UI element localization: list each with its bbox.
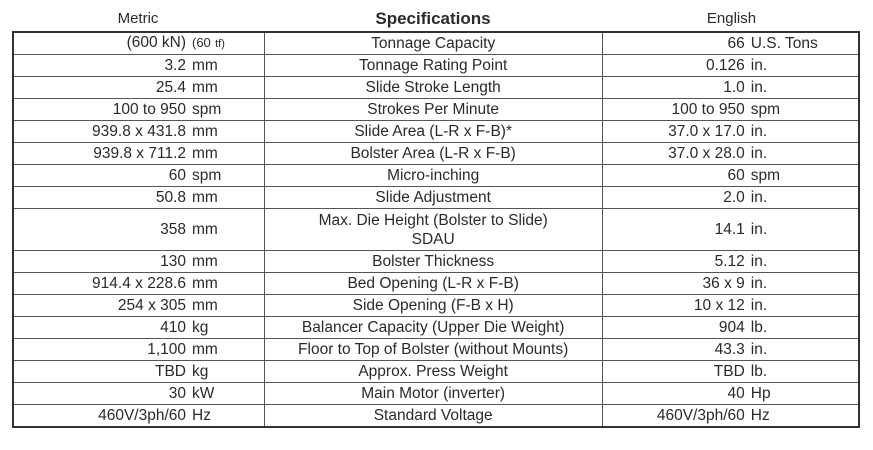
metric-value: 100 to 950	[112, 101, 186, 118]
metric-cell	[13, 77, 264, 99]
english-unit: in.	[750, 253, 768, 270]
metric-value: 939.8 x 431.8	[92, 123, 186, 140]
english-unit: in.	[750, 297, 768, 314]
english-unit: Hz	[750, 407, 770, 424]
table-row	[13, 187, 859, 209]
spec-cell: Standard Voltage	[264, 405, 602, 428]
spec-cell: Bolster Thickness	[264, 251, 602, 273]
metric-value: 60	[168, 167, 186, 184]
table-row	[13, 251, 859, 273]
metric-cell	[13, 143, 264, 165]
english-unit: in.	[750, 145, 768, 162]
metric-header: Metric	[117, 10, 159, 27]
metric-unit: mm	[192, 145, 218, 162]
metric-unit: kg	[192, 319, 209, 336]
metric-unit: mm	[192, 189, 218, 206]
english-value: 904	[718, 319, 745, 336]
english-value: 40	[727, 385, 745, 402]
english-unit: in.	[750, 341, 768, 358]
english-value: 36 x 9	[702, 275, 745, 292]
spec-cell: Slide Adjustment	[264, 187, 602, 209]
english-cell	[602, 143, 859, 165]
metric-cell	[13, 317, 264, 339]
spec-cell	[264, 209, 602, 251]
spec-line-2: SDAU	[411, 230, 455, 248]
metric-unit: mm	[192, 297, 218, 314]
spec-cell: Tonnage Rating Point	[264, 55, 602, 77]
metric-cell	[13, 209, 264, 251]
metric-value: 410	[160, 319, 186, 336]
english-value: 5.12	[714, 253, 745, 270]
metric-unit: mm	[192, 57, 218, 74]
table-row	[13, 339, 859, 361]
metric-value: 130	[160, 253, 186, 270]
table-row	[13, 383, 859, 405]
english-unit: spm	[750, 101, 781, 118]
english-value: 0.126	[705, 57, 745, 74]
english-unit: in.	[750, 221, 768, 238]
english-cell	[602, 209, 859, 251]
spec-cell: Side Opening (F-B x H)	[264, 295, 602, 317]
english-unit: U.S. Tons	[750, 35, 818, 52]
english-value: 37.0 x 17.0	[668, 123, 745, 140]
metric-unit: mm	[192, 79, 218, 96]
column-headers	[13, 8, 860, 30]
metric-value: 460V/3ph/60	[98, 407, 186, 424]
english-cell	[602, 251, 859, 273]
english-unit: lb.	[750, 319, 768, 336]
english-unit: spm	[750, 167, 781, 184]
table-row	[13, 405, 859, 428]
english-value: 2.0	[723, 189, 745, 206]
english-cell	[602, 77, 859, 99]
table-row	[13, 209, 859, 251]
english-cell	[602, 361, 859, 383]
metric-cell	[13, 99, 264, 121]
english-cell	[602, 295, 859, 317]
english-cell	[602, 99, 859, 121]
table-row	[13, 55, 859, 77]
english-cell	[602, 273, 859, 295]
metric-unit: (60	[192, 35, 211, 50]
spec-cell: Slide Stroke Length	[264, 77, 602, 99]
english-cell	[602, 405, 859, 428]
english-cell	[602, 32, 859, 55]
english-value: 43.3	[714, 341, 745, 358]
spec-cell: Slide Area (L-R x F-B)*	[264, 121, 602, 143]
metric-cell	[13, 121, 264, 143]
spec-cell: Bed Opening (L-R x F-B)	[264, 273, 602, 295]
english-unit: in.	[750, 57, 768, 74]
table-row	[13, 361, 859, 383]
metric-value: 50.8	[155, 189, 186, 206]
english-cell	[602, 121, 859, 143]
english-cell	[602, 339, 859, 361]
metric-unit: Hz	[192, 407, 211, 424]
english-cell	[602, 317, 859, 339]
spec-cell: Tonnage Capacity	[264, 32, 602, 55]
metric-cell	[13, 251, 264, 273]
english-unit: Hp	[750, 385, 771, 402]
metric-unit: kW	[192, 385, 215, 402]
english-cell	[602, 383, 859, 405]
spec-cell: Floor to Top of Bolster (without Mounts)	[264, 339, 602, 361]
table-row	[13, 273, 859, 295]
table-row	[13, 121, 859, 143]
metric-cell	[13, 383, 264, 405]
metric-unit: mm	[192, 341, 218, 358]
table-row	[13, 295, 859, 317]
spec-cell: Micro-inching	[264, 165, 602, 187]
specifications-header: Specifications	[375, 9, 491, 28]
metric-value: 3.2	[164, 57, 186, 74]
english-cell	[602, 165, 859, 187]
english-cell	[602, 55, 859, 77]
metric-unit: mm	[192, 123, 218, 140]
metric-value: 254 x 305	[117, 297, 186, 314]
metric-cell	[13, 32, 264, 55]
metric-cell	[13, 165, 264, 187]
metric-cell	[13, 405, 264, 428]
metric-cell	[13, 339, 264, 361]
metric-unit: spm	[192, 167, 222, 184]
specifications-table	[12, 31, 860, 428]
english-value: 60	[727, 167, 745, 184]
english-unit: in.	[750, 189, 768, 206]
english-unit: in.	[750, 123, 768, 140]
english-value: 37.0 x 28.0	[668, 145, 745, 162]
english-header: English	[706, 10, 757, 27]
metric-value: 25.4	[155, 79, 186, 96]
metric-unit: mm	[192, 253, 218, 270]
english-cell	[602, 187, 859, 209]
metric-cell	[13, 187, 264, 209]
metric-cell	[13, 273, 264, 295]
metric-cell	[13, 361, 264, 383]
metric-unit: mm	[192, 221, 218, 238]
table-row	[13, 32, 859, 55]
metric-value: 939.8 x 711.2	[93, 145, 186, 162]
spec-cell: Main Motor (inverter)	[264, 383, 602, 405]
spec-cell: Bolster Area (L-R x F-B)	[264, 143, 602, 165]
metric-unit: kg	[192, 363, 209, 380]
metric-value: (600 kN)	[126, 34, 186, 51]
metric-unit: mm	[192, 275, 218, 292]
table-row	[13, 99, 859, 121]
english-unit: in.	[750, 275, 768, 292]
metric-unit-suffix: tf)	[215, 38, 225, 50]
metric-cell	[13, 55, 264, 77]
spec-line-1: Max. Die Height (Bolster to Slide)	[318, 211, 548, 229]
english-unit: lb.	[750, 363, 768, 380]
metric-cell	[13, 295, 264, 317]
english-value: 14.1	[714, 221, 745, 238]
metric-value: TBD	[155, 363, 186, 380]
metric-unit: spm	[192, 101, 222, 118]
table-row	[13, 143, 859, 165]
table-row	[13, 317, 859, 339]
english-unit: in.	[750, 79, 768, 96]
spec-cell: Balancer Capacity (Upper Die Weight)	[264, 317, 602, 339]
english-value: 100 to 950	[671, 101, 745, 118]
english-value: 1.0	[723, 79, 745, 96]
english-value: 10 x 12	[693, 297, 745, 314]
spec-cell: Strokes Per Minute	[264, 99, 602, 121]
metric-value: 358	[160, 221, 186, 238]
english-value: 66	[727, 35, 745, 52]
english-value: 460V/3ph/60	[656, 407, 745, 424]
spec-cell: Approx. Press Weight	[264, 361, 602, 383]
metric-value: 914.4 x 228.6	[92, 275, 186, 292]
table-row	[13, 77, 859, 99]
metric-value: 1,100	[147, 341, 186, 358]
english-value: TBD	[713, 363, 745, 380]
metric-value: 30	[168, 385, 186, 402]
table-row	[13, 165, 859, 187]
